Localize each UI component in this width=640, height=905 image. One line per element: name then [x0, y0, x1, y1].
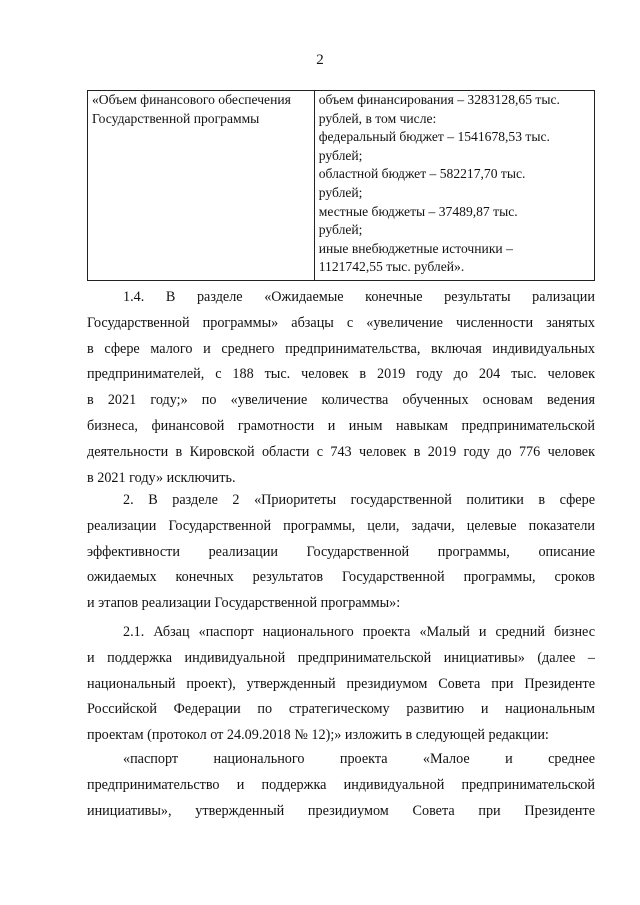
- text-line: 2. В разделе 2 «Приоритеты государственной политики в сфере: [123, 492, 595, 508]
- label-line: «Объем финансового обеспечения: [92, 92, 291, 107]
- page-number: 2: [316, 52, 324, 68]
- text-line: реализации Государственной программы, цели, задачи, целевые показатели: [87, 517, 595, 534]
- text-line: бизнеса, финансовой грамотности и иным навыкам предпринимательской: [87, 417, 595, 434]
- text-line: Государственной программы» абзацы с «увеличение численности занятых: [87, 314, 595, 331]
- value-line: областной бюджет – 582217,70 тыс.: [318, 166, 526, 182]
- value-line: объем финансирования – 3283128,65 тыс.: [318, 92, 560, 107]
- text-line: в 2021 году;» по «увеличение количества обученных основам ведения: [87, 392, 595, 409]
- text-line: национальный проект), утвержденный президиумом Совета при Президенте: [87, 675, 595, 692]
- value-line: рублей;: [318, 147, 363, 163]
- text-line: «паспорт национального проекта «Малое и среднее: [123, 751, 595, 767]
- text-line: эффективности реализации Государственной программы, описание: [87, 543, 595, 560]
- table-cell-value: [314, 91, 594, 281]
- text-line: 2.1. Абзац «паспорт национального проекта «Малый и средний бизнес: [123, 624, 595, 640]
- text-line: 1.4. В разделе «Ожидаемые конечные результаты рализации: [123, 289, 595, 305]
- value-line: рублей;: [318, 222, 363, 238]
- text-line: в 2021 году» исключить.: [87, 469, 236, 486]
- value-line: федеральный бюджет – 1541678,53 тыс.: [318, 129, 550, 145]
- table-cell-label: [88, 91, 315, 281]
- text-line: деятельности в Кировской области с 743 человек в 2019 году до 776 человек: [87, 443, 595, 460]
- text-line: Российской Федерации по стратегическому развитию и национальным: [87, 701, 595, 718]
- table-row: [88, 91, 595, 281]
- text-line: предпринимательство и поддержка индивидуальной предпринимательской: [87, 776, 595, 793]
- text-line: ожидаемых конечных результатов Государственной программы, сроков: [87, 569, 595, 586]
- paragraph-quote: [87, 747, 595, 824]
- value-line: местные бюджеты – 37489,87 тыс.: [318, 203, 518, 219]
- text-line: в сфере малого и среднего предпринимательства, включая индивидуальных: [87, 340, 595, 357]
- value-line: иные внебюджетные источники –: [318, 240, 513, 256]
- text-line: проектам (протокол от 24.09.2018 № 12);» изложить в следующей редакции:: [87, 727, 549, 744]
- text-line: и этапов реализации Государственной программы»:: [87, 595, 401, 612]
- label-line: Государственной программы: [92, 110, 260, 126]
- paragraph-2: [87, 488, 595, 617]
- text-line: предпринимателей, с 188 тыс. человек в 2019 году до 204 тыс. человек: [87, 366, 595, 383]
- text-line: инициативы», утвержденный президиумом Совета при Президенте: [87, 802, 595, 819]
- value-line: рублей;: [318, 184, 363, 200]
- text-line: и поддержка индивидуальной предпринимательской инициативы» (далее –: [87, 649, 595, 666]
- paragraph-1-4: [87, 285, 595, 491]
- value-line: рублей, в том числе:: [318, 110, 437, 126]
- paragraph-2-1: [87, 620, 595, 749]
- passport-table: [87, 90, 595, 281]
- value-line: 1121742,55 тыс. рублей».: [318, 259, 465, 275]
